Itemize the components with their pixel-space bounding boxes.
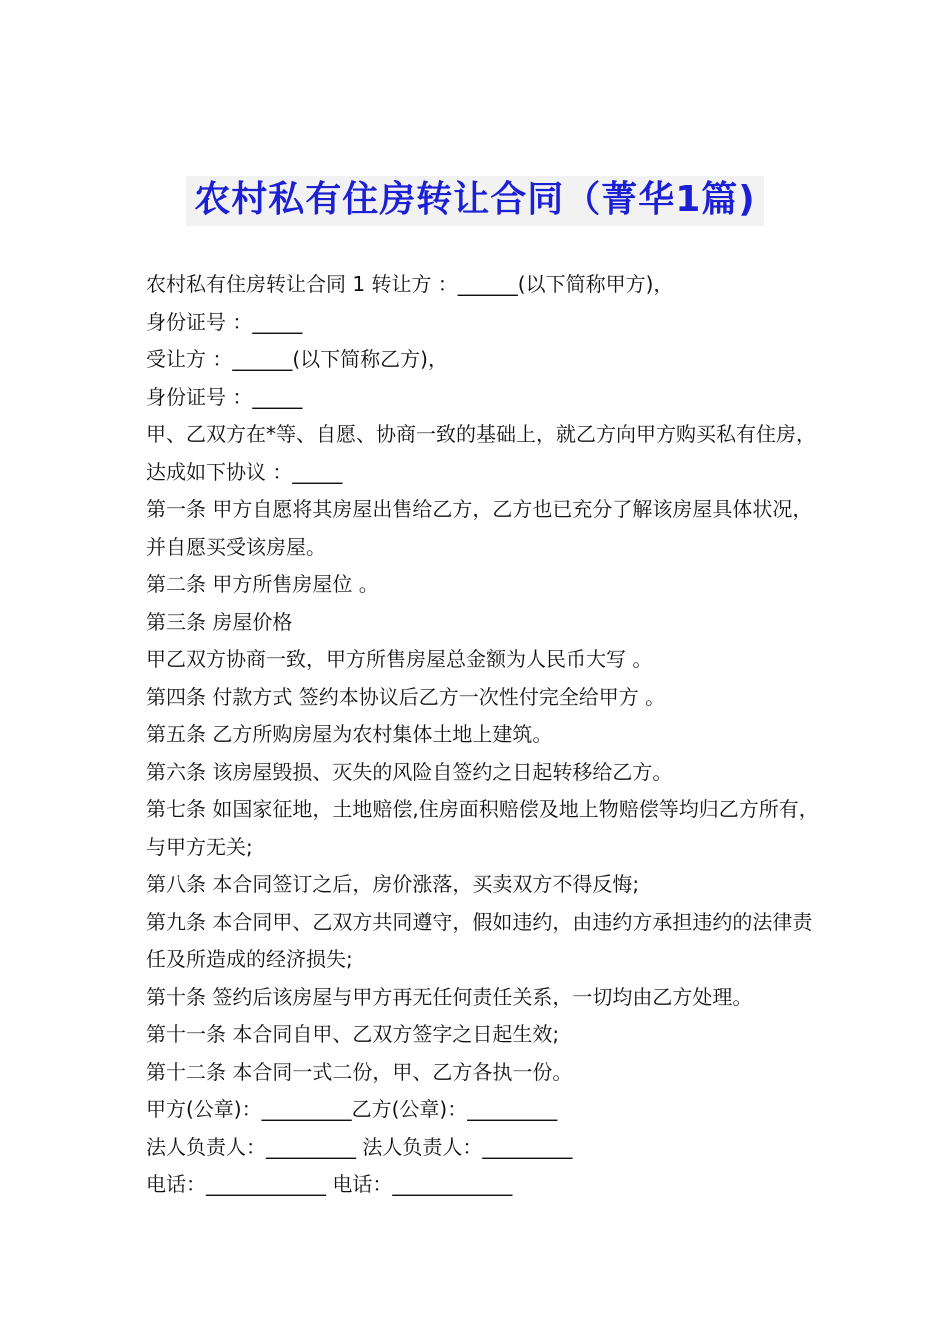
signature-representative-line: 法人负责人：_________ 法人负责人：_________ xyxy=(146,1134,573,1159)
article-9: 第九条 本合同甲、乙双方共同遵守，假如违约，由违约方承担违约的法律责任及所造成的经济损失; xyxy=(146,909,813,971)
article-6: 第六条 该房屋毁损、灭失的风险自签约之日起转移给乙方。 xyxy=(146,759,673,784)
paragraph-transferor-id: 身份证号 ：_____ xyxy=(146,309,303,334)
article-8: 第八条 本合同签订之后，房价涨落，买卖双方不得反悔; xyxy=(146,872,640,896)
paragraph-preamble: 甲、乙双方在*等、自愿、协商一致的基础上，就乙方向甲方购买私有住房，达成如下协议 ：_____ xyxy=(146,422,816,484)
article-1: 第一条 甲方自愿将其房屋出售给乙方，乙方也已充分了解该房屋具体状况，并自愿买受该房屋。 xyxy=(146,497,813,559)
article-2: 第二条 甲方所售房屋位 。 xyxy=(146,572,379,596)
document-title: 农村私有住房转让合同（菁华1篇) xyxy=(186,176,764,226)
paragraph-transferor: 农村私有住房转让合同 1 转让方 ：______(以下简称甲方)， xyxy=(146,272,674,296)
signature-phone-line: 电话：____________ 电话：____________ xyxy=(146,1172,513,1196)
title-container xyxy=(0,176,950,226)
article-4: 第四条 付款方式 签约本协议后乙方一次性付完全给甲方 。 xyxy=(146,684,666,709)
article-10: 第十条 签约后该房屋与甲方再无任何责任关系，一切均由乙方处理。 xyxy=(146,984,753,1009)
document-body xyxy=(146,266,826,1204)
article-11: 第十一条 本合同自甲、乙双方签字之日起生效; xyxy=(146,1022,560,1046)
paragraph-transferee-id: 身份证号 ：_____ xyxy=(146,384,303,409)
article-12: 第十二条 本合同一式二份，甲、乙方各执一份。 xyxy=(146,1059,573,1084)
article-5: 第五条 乙方所购房屋为农村集体土地上建筑。 xyxy=(146,722,553,746)
signature-seal-line: 甲方(公章)：_________乙方(公章)：_________ xyxy=(146,1097,558,1121)
paragraph-transferee: 受让方 ：______(以下简称乙方)， xyxy=(146,347,448,371)
article-3-price: 甲乙双方协商一致，甲方所售房屋总金额为人民币大写 。 xyxy=(146,647,653,671)
article-7: 第七条 如国家征地，土地赔偿,住房面积赔偿及地上物赔偿等均归乙方所有，与甲方无关; xyxy=(146,797,819,859)
article-3: 第三条 房屋价格 xyxy=(146,609,293,634)
